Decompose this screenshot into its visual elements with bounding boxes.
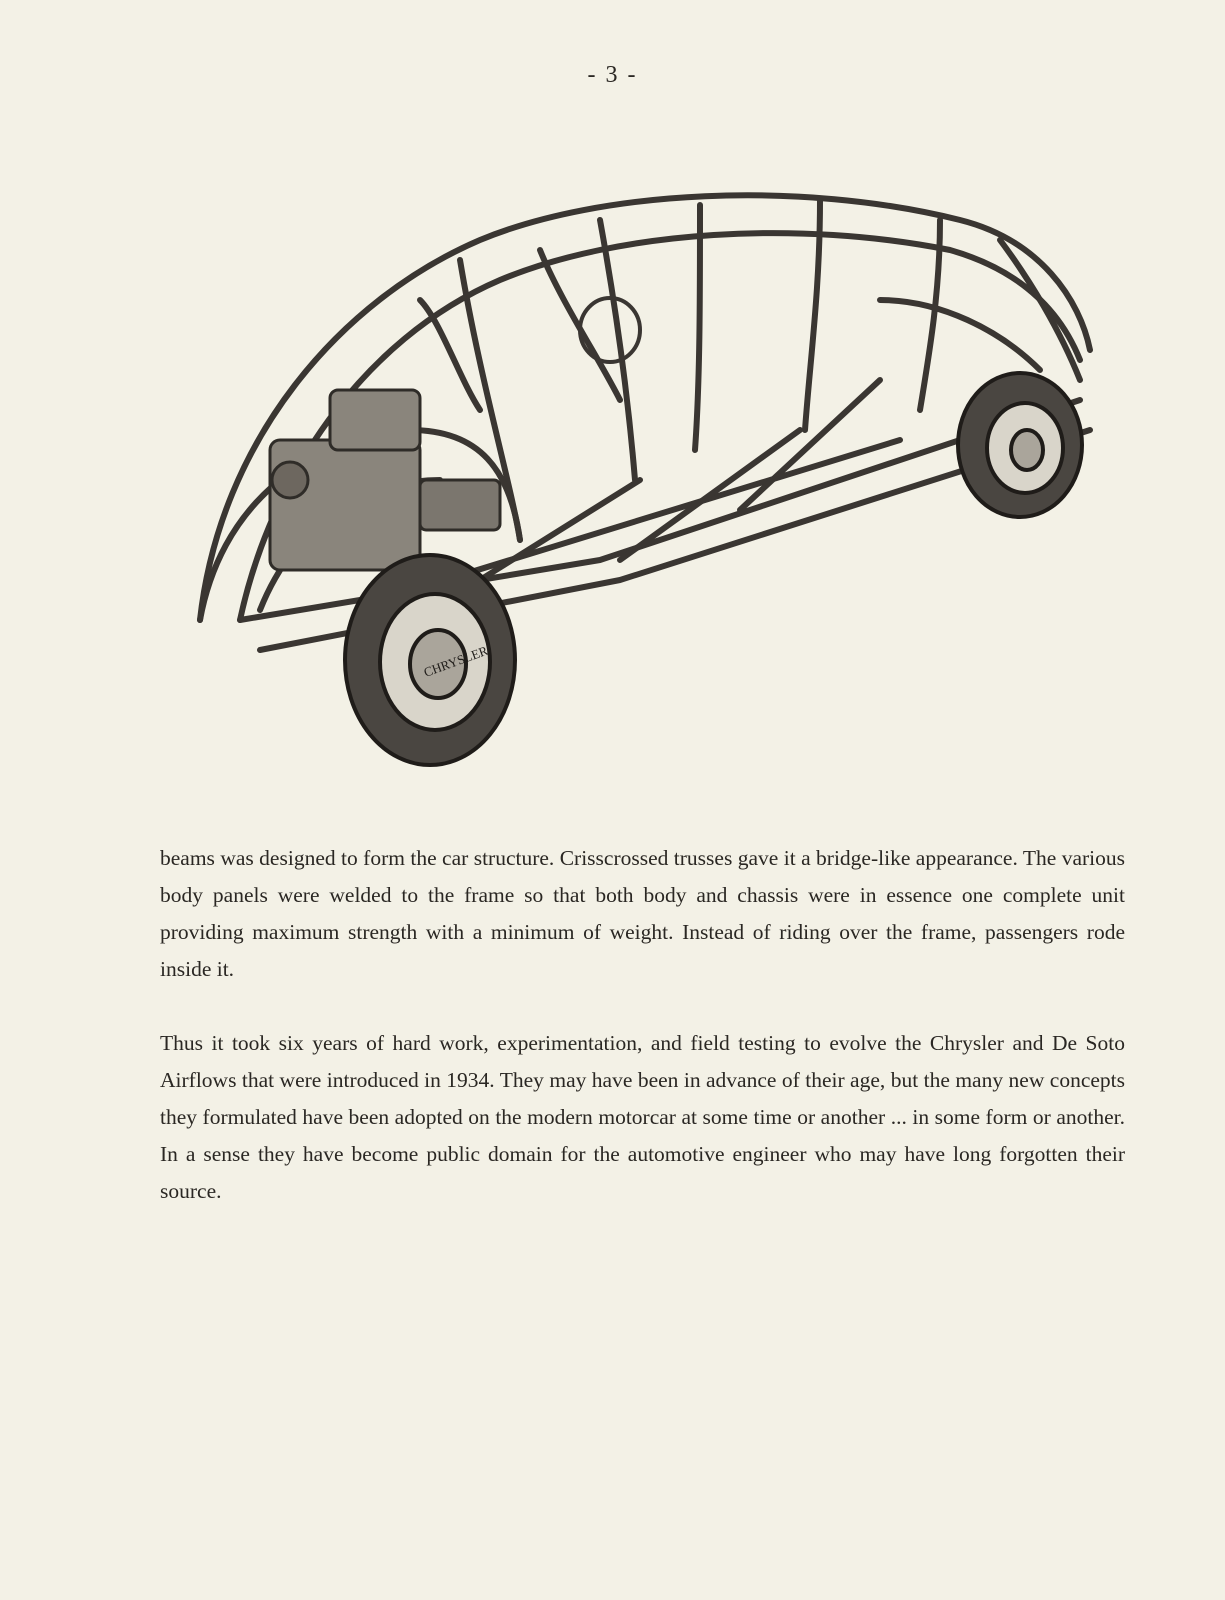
steering-wheel bbox=[580, 298, 640, 362]
paragraph-1-text: beams was designed to form the car structure. Crisscrossed trusses gave it a bridge-like appearance. The various body panels were welded to the frame so that both body and chassis were in essence one complete unit providing maximum strength with a minimum of weight. Instead of riding over the frame, passengers rode inside it. bbox=[160, 846, 1125, 981]
front-wheel bbox=[345, 555, 515, 765]
car-frame-illustration bbox=[180, 180, 1120, 800]
rear-wheel bbox=[958, 373, 1082, 517]
engine-block bbox=[270, 390, 500, 570]
paragraph-2 bbox=[160, 1025, 1125, 1210]
hubcap-text: CHRYSLER bbox=[421, 642, 490, 680]
paragraph-2-text: Thus it took six years of hard work, experimentation, and field testing to evolve the Chrysler and De Soto Airflows that were introduced in 1934. They may have been in advance of their age, but the many new concepts they formulated have been adopted on the modern motorcar at some time or another ... in some form or another. In a sense they have become public domain for the automotive engineer who may have long forgotten their source. bbox=[160, 1031, 1125, 1203]
paragraph-1 bbox=[160, 840, 1125, 988]
page-number: - 3 - bbox=[587, 62, 638, 88]
